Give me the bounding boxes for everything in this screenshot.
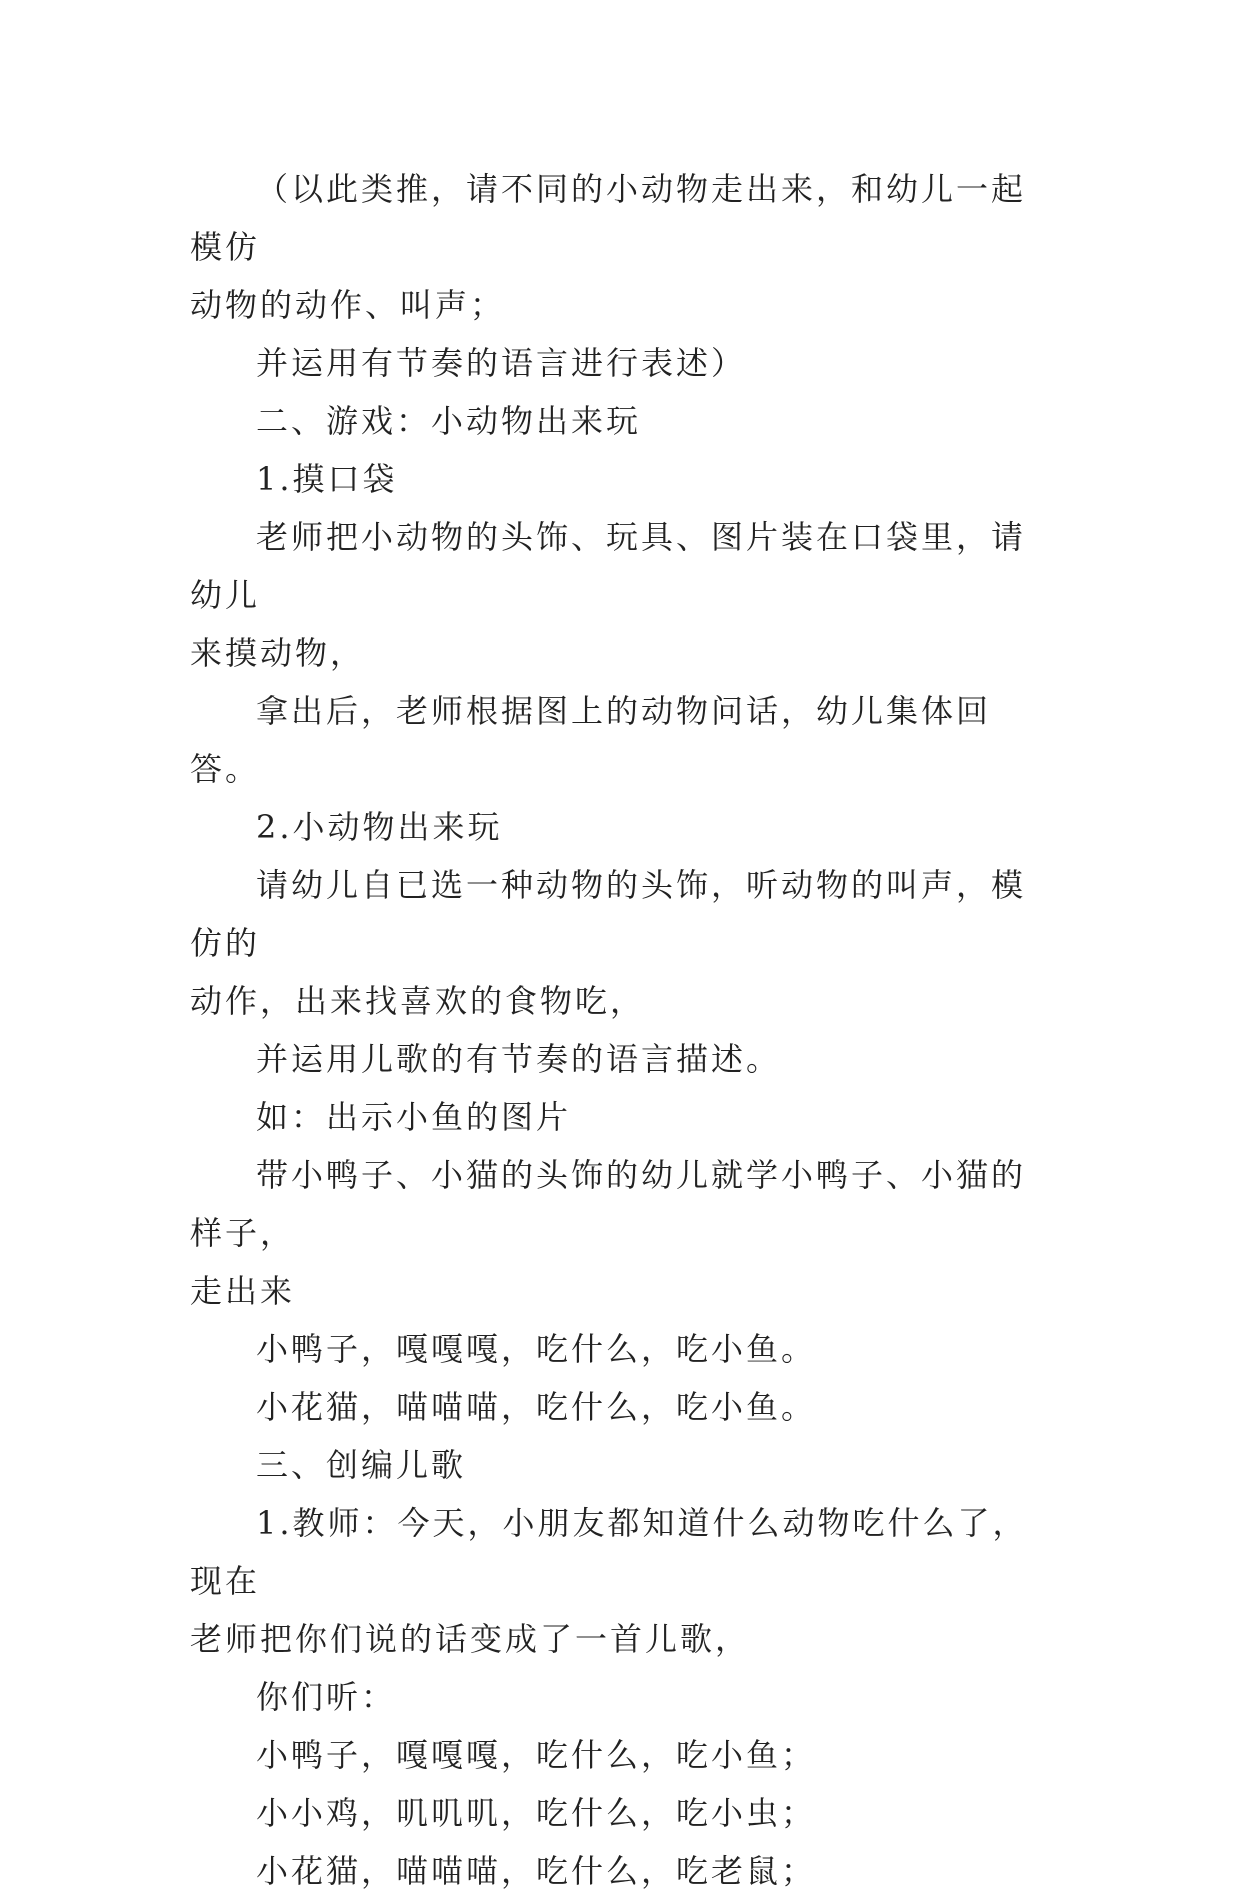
section-heading — [190, 392, 1060, 450]
rhyme-line — [190, 1842, 1060, 1900]
paragraph-line: 你们听： — [256, 1678, 397, 1716]
paragraph — [190, 334, 1060, 392]
paragraph — [190, 856, 1060, 1030]
paragraph-line: 小小鸡，叽叽叽，吃什么，吃小虫； — [256, 1794, 817, 1832]
rhyme-line — [190, 1378, 1060, 1436]
paragraph-line: 并运用有节奏的语言进行表述） — [256, 344, 747, 382]
paragraph — [190, 1494, 1060, 1668]
rhyme-line — [190, 1320, 1060, 1378]
paragraph-line: 小鸭子，嘎嘎嘎，吃什么，吃小鱼； — [256, 1736, 817, 1774]
paragraph-line: 拿出后，老师根据图上的动物问话，幼儿集体回答。 — [190, 692, 992, 788]
paragraph-line: 三、创编儿歌 — [256, 1446, 467, 1484]
paragraph-line: 老师把小动物的头饰、玩具、图片装在口袋里，请幼儿 — [190, 518, 1027, 614]
paragraph — [190, 508, 1060, 682]
rhyme-line — [190, 1726, 1060, 1784]
paragraph-line: 走出来 — [190, 1272, 296, 1310]
paragraph-line: 动物的动作、叫声； — [190, 286, 506, 324]
rhyme-line — [190, 1784, 1060, 1842]
paragraph-line: 请幼儿自已选一种动物的头饰，听动物的叫声，模仿的 — [190, 866, 1027, 962]
paragraph-line: 小花猫，喵喵喵，吃什么，吃小鱼。 — [256, 1388, 817, 1426]
paragraph-line: （以此类推，请不同的小动物走出来，和幼儿一起模仿 — [190, 170, 1027, 266]
section-heading — [190, 1436, 1060, 1494]
paragraph-line: 2.小动物出来玩 — [256, 808, 503, 846]
paragraph — [190, 682, 1060, 798]
paragraph-line: 带小鸭子、小猫的头饰的幼儿就学小鸭子、小猫的样子， — [190, 1156, 1027, 1252]
subsection-heading — [190, 798, 1060, 856]
paragraph — [190, 1146, 1060, 1320]
paragraph-line: 如：出示小鱼的图片 — [256, 1098, 572, 1136]
paragraph-line: 并运用儿歌的有节奏的语言描述。 — [256, 1040, 782, 1078]
paragraph-line: 老师把你们说的话变成了一首儿歌， — [190, 1620, 751, 1658]
paragraph-line: 动作，出来找喜欢的食物吃， — [190, 982, 646, 1020]
paragraph — [190, 1030, 1060, 1088]
paragraph — [190, 1668, 1060, 1726]
paragraph-line: 二、游戏：小动物出来玩 — [256, 402, 642, 440]
paragraph-line: 1.摸口袋 — [256, 460, 398, 498]
paragraph — [190, 160, 1060, 334]
paragraph-line: 小花猫，喵喵喵，吃什么，吃老鼠； — [256, 1852, 817, 1890]
paragraph — [190, 1088, 1060, 1146]
paragraph-line: 小鸭子，嘎嘎嘎，吃什么，吃小鱼。 — [256, 1330, 817, 1368]
paragraph-line: 来摸动物， — [190, 634, 366, 672]
paragraph-line: 1.教师：今天，小朋友都知道什么动物吃什么了，现在 — [190, 1504, 1028, 1600]
subsection-heading — [190, 450, 1060, 508]
document-body — [190, 160, 1060, 1900]
